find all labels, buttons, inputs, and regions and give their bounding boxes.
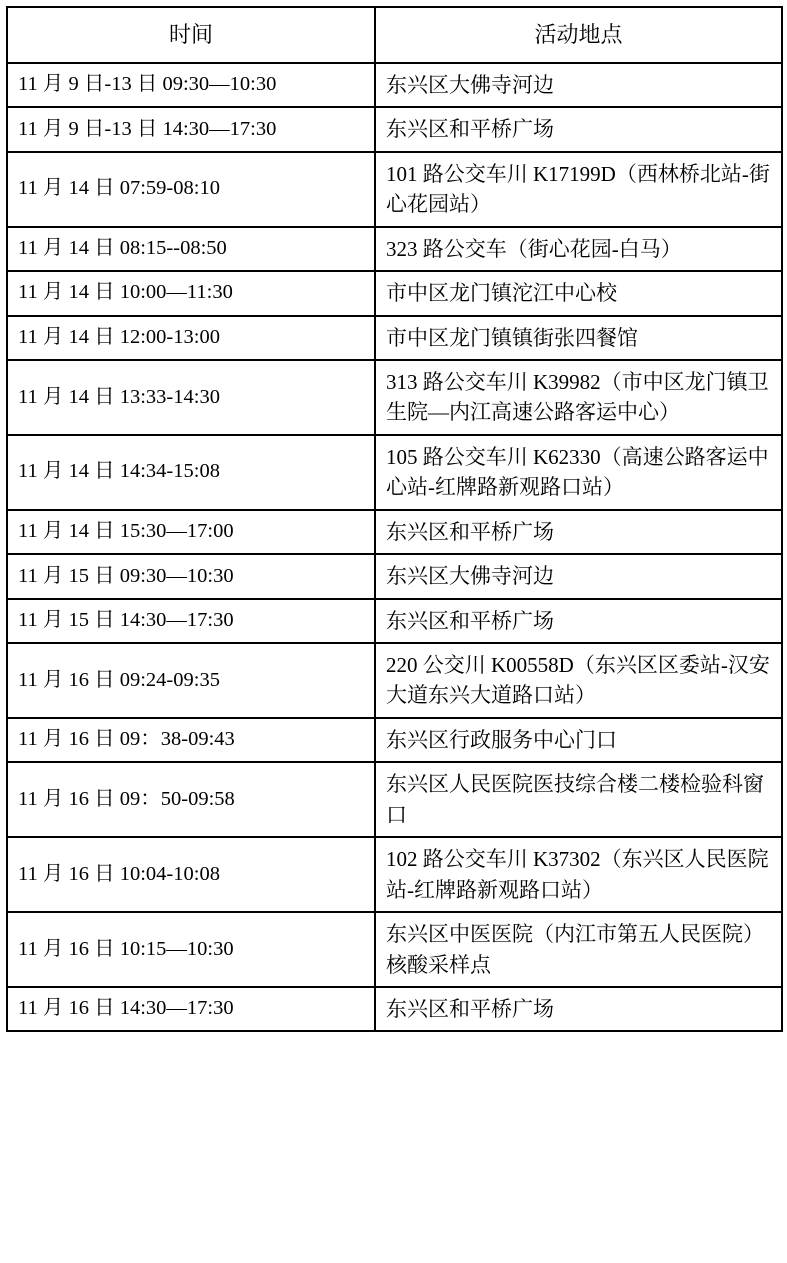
cell-place: 220 公交川 K00558D（东兴区区委站-汉安大道东兴大道路口站） [375,643,782,718]
cell-time: 11 月 14 日 07:59-08:10 [7,152,375,227]
table-row [7,152,782,227]
cell-place: 323 路公交车（街心花园-白马） [375,227,782,271]
cell-time: 11 月 14 日 12:00-13:00 [7,316,375,360]
column-header-place: 活动地点 [375,7,782,63]
cell-time: 11 月 16 日 09：38-09:43 [7,718,375,762]
table-row [7,554,782,598]
cell-time: 11 月 14 日 14:34-15:08 [7,435,375,510]
table-body [7,63,782,1032]
cell-place: 东兴区和平桥广场 [375,599,782,643]
table-row [7,63,782,107]
table-row [7,718,782,762]
cell-time: 11 月 9 日-13 日 14:30—17:30 [7,107,375,151]
cell-place: 105 路公交车川 K62330（高速公路客运中心站-红牌路新观路口站） [375,435,782,510]
cell-place: 东兴区大佛寺河边 [375,63,782,107]
cell-place: 313 路公交车川 K39982（市中区龙门镇卫生院—内江高速公路客运中心） [375,360,782,435]
table-header [7,7,782,63]
table-row [7,227,782,271]
cell-place: 东兴区中医医院（内江市第五人民医院）核酸采样点 [375,912,782,987]
cell-time: 11 月 16 日 10:04-10:08 [7,837,375,912]
table-row [7,271,782,315]
cell-place: 市中区龙门镇镇街张四餐馆 [375,316,782,360]
table-row [7,987,782,1031]
cell-place: 东兴区人民医院医技综合楼二楼检验科窗口 [375,762,782,837]
cell-time: 11 月 14 日 10:00—11:30 [7,271,375,315]
cell-time: 11 月 16 日 09：50-09:58 [7,762,375,837]
cell-place: 东兴区和平桥广场 [375,987,782,1031]
cell-time: 11 月 16 日 10:15—10:30 [7,912,375,987]
table-row [7,510,782,554]
table-row [7,762,782,837]
cell-time: 11 月 16 日 09:24-09:35 [7,643,375,718]
cell-place: 东兴区和平桥广场 [375,510,782,554]
table-row [7,360,782,435]
table-header-row [7,7,782,63]
cell-place: 东兴区和平桥广场 [375,107,782,151]
cell-time: 11 月 15 日 14:30—17:30 [7,599,375,643]
cell-place: 101 路公交车川 K17199D（西林桥北站-街心花园站） [375,152,782,227]
activity-table [6,6,783,1032]
cell-place: 102 路公交车川 K37302（东兴区人民医院站-红牌路新观路口站） [375,837,782,912]
cell-place: 东兴区行政服务中心门口 [375,718,782,762]
table-row [7,599,782,643]
cell-place: 市中区龙门镇沱江中心校 [375,271,782,315]
table-row [7,316,782,360]
cell-place: 东兴区大佛寺河边 [375,554,782,598]
table-row [7,107,782,151]
cell-time: 11 月 9 日-13 日 09:30—10:30 [7,63,375,107]
table-row [7,912,782,987]
table-row [7,837,782,912]
cell-time: 11 月 15 日 09:30—10:30 [7,554,375,598]
table-row [7,643,782,718]
column-header-time: 时间 [7,7,375,63]
cell-time: 11 月 14 日 15:30—17:00 [7,510,375,554]
cell-time: 11 月 14 日 13:33-14:30 [7,360,375,435]
table-row [7,435,782,510]
cell-time: 11 月 16 日 14:30—17:30 [7,987,375,1031]
cell-time: 11 月 14 日 08:15--08:50 [7,227,375,271]
